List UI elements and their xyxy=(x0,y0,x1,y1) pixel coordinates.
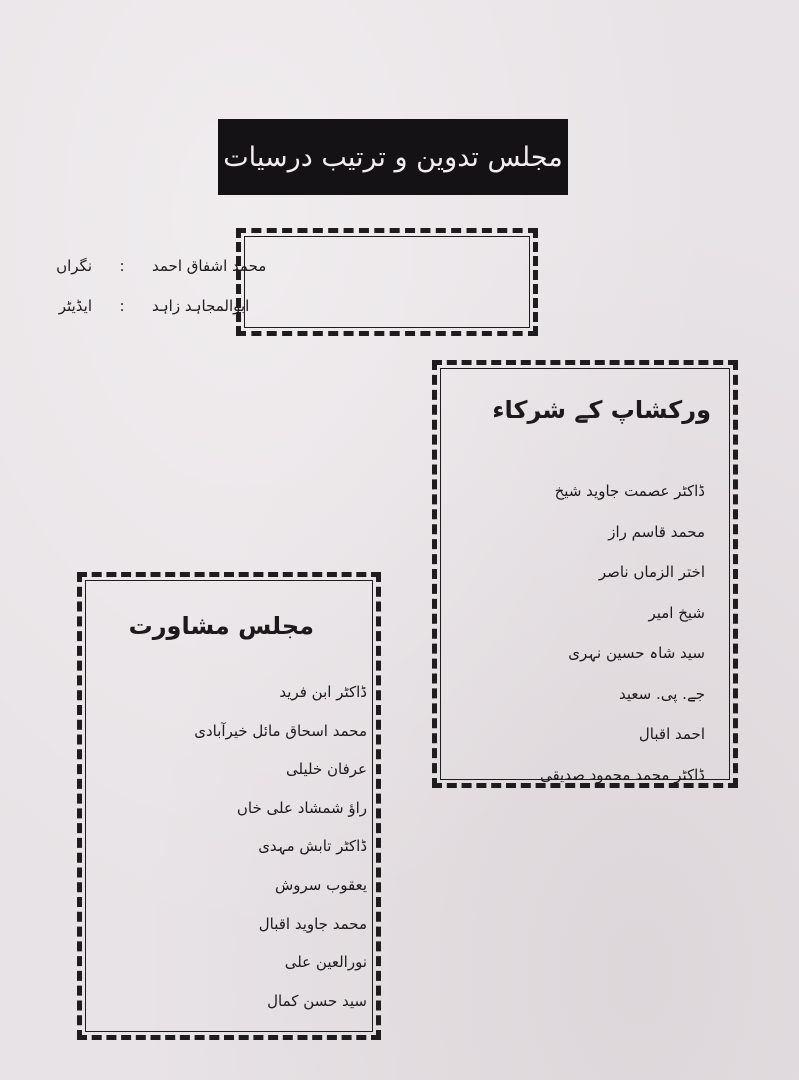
list-item: اختر الزماں ناصر xyxy=(598,563,705,581)
page-title: مجلس تدوین و ترتیب درسیات xyxy=(218,119,568,195)
list-item: یعقوب سروش xyxy=(274,875,367,894)
list-item: ڈاکٹر عصمت جاوید شیخ xyxy=(554,482,705,500)
editor-row xyxy=(22,292,777,320)
list-item: ڈاکٹر محمد محمود صدیقی xyxy=(539,765,705,784)
editor-name: ابوالمجاہد زاہد xyxy=(152,297,250,315)
editor-role: ایڈیٹر xyxy=(58,297,92,315)
list-item: ڈاکٹر تابش مہدی xyxy=(258,837,367,856)
list-item: نورالعین علی xyxy=(284,953,367,972)
editor-separator: : xyxy=(119,257,125,275)
list-item: محمد قاسم راز xyxy=(608,522,705,541)
list-item: عرفان خلیلی xyxy=(286,760,367,779)
editor-row xyxy=(22,252,777,280)
list-item: شیخ امیر xyxy=(648,603,705,622)
editor-role: نگراں xyxy=(56,257,92,275)
editor-separator: : xyxy=(119,297,125,315)
list-item: راؤ شمشاد علی خاں xyxy=(236,798,367,817)
council-member-list xyxy=(147,683,367,1030)
list-item: سید شاہ حسین نہری xyxy=(568,644,705,662)
list-item: ڈاکٹر ابن فرید xyxy=(279,683,367,701)
workshop-heading: ورکشاپ کے شرکاء xyxy=(492,396,711,424)
list-item: محمد اسحاق مائل خیرآبادی xyxy=(194,721,367,740)
workshop-member-list xyxy=(485,482,705,806)
council-heading: مجلس مشاورت xyxy=(128,612,314,640)
list-item: جے. پی. سعید xyxy=(618,684,705,703)
list-item: محمد جاوید اقبال xyxy=(258,914,367,933)
list-item: سید حسن کمال xyxy=(267,991,367,1010)
editor-name: محمد اشفاق احمد xyxy=(152,257,267,275)
list-item: احمد اقبال xyxy=(638,725,705,743)
